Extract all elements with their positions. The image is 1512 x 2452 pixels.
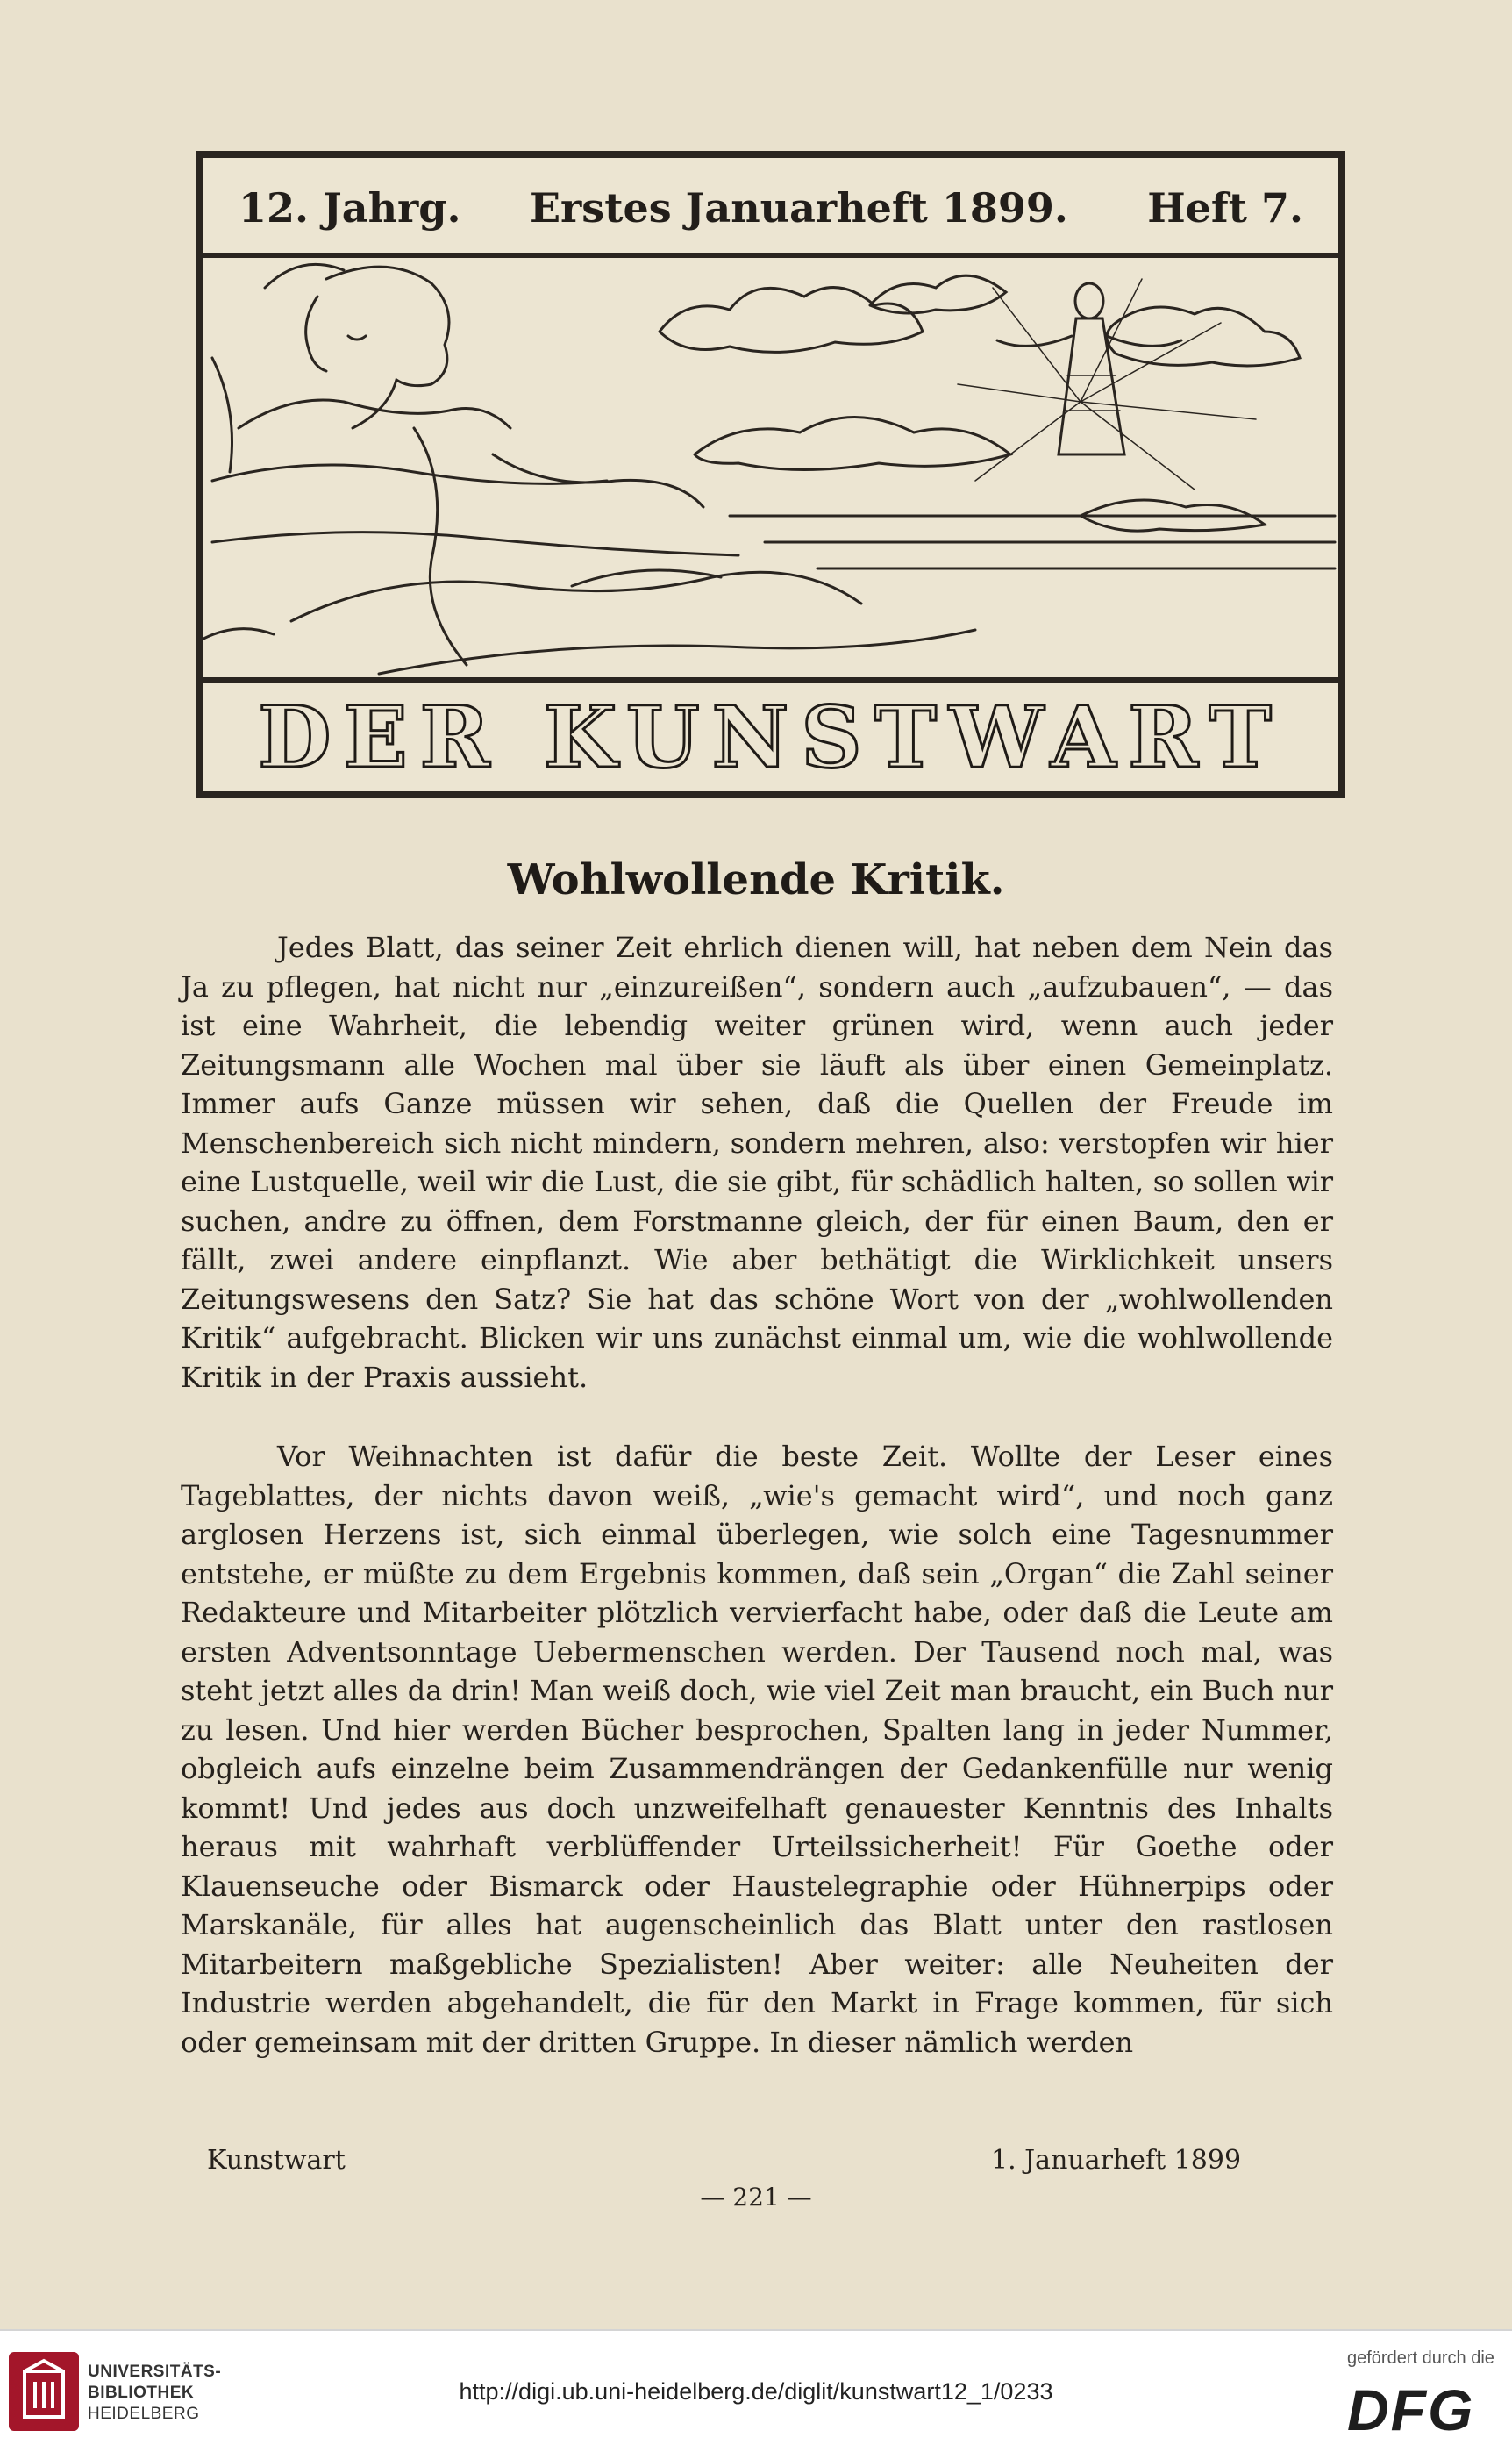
footer-issue: 1. Januarheft 1899 — [991, 2145, 1242, 2176]
institution-name-line: BIBLIOTHEK — [88, 2384, 195, 2402]
issue-number-label: Heft 7. — [1147, 184, 1303, 232]
article-paragraph: Jedes Blatt, das seiner Zeit ehrlich dienen will, hat neben dem Nein das Ja zu pflegen, hat nicht nur „einzureißen“, sondern auch „aufzubauen“, — das ist eine Wahrheit, die lebendig weiter grünen wird, wenn auch jeder Zeitungsmann alle Wochen mal über sie läuft als über einen Gemeinplatz. Immer aufs Ganze müssen wir sehen, daß die Quellen der Freude im Menschenbereich sich nicht mindern, sondern mehren, also: verstopfen wir hier eine Lustquelle, weil wir die Lust, die sie gibt, für schädlich halten, so sollen wir suchen, andre zu öffnen, dem Forstmanne gleich, der für einen Baum, den er fällt, zwei andere einpflanzt. Wie aber bethätigt die Wirklichkeit unsers Zeitungswesens den Satz? Sie hat das schöne Wort von der „wohlwollenden Kritik“ aufgebracht. Blicken wir uns zunächst einmal um, wie die wohlwollende Kritik in der Praxis aussieht. — [181, 931, 1333, 1394]
masthead-title: DER KUNSTWART — [258, 687, 1284, 787]
masthead-frame — [196, 151, 1345, 798]
masthead-info-row — [203, 158, 1338, 258]
issue-label: Erstes Januarheft 1899. — [530, 184, 1068, 232]
funding-note: gefördert durch die — [1347, 2348, 1494, 2368]
article-paragraph: Vor Weihnachten ist dafür die beste Zeit. Wollte der Leser eines Tageblattes, der nichts davon weiß, „wie's gemacht wird“, und noch ganz arglosen Herzens ist, sich einmal überlegen, wie solch eine Tagesnummer entstehe, er müßte zu dem Ergebnis kommen, daß sein „Organ“ die Zahl seiner Redakteure und Mitarbeiter plötzlich vervierfacht habe, oder daß die Leute am ersten Adventsonntage Uebermenschen werden. Der Tausend noch mal, was steht jetzt alles da drin! Man weiß doch, wie viel Zeit man braucht, ein Buch nur zu lesen. Und hier werden Bücher besprochen, Spalten lang in jeder Nummer, obgleich aufs einzelne beim Zusammendrängen der Gedankenfülle nur wenig kommt! Und jedes aus doch unzweifelhaft genauester Kenntnis des Inhalts heraus mit wahrhaft verblüffender Urteilssicherheit! Für Goethe oder Klauenseuche oder Bismarck oder Haustelegraphie oder Hühnerpips oder Marskanäle, für alles hat augenscheinlich das Blatt unter den rastlosen Mitarbeitern maßgebliche Spezialisten! Aber weiter: alle Neuheiten der Industrie werden abgehandelt, die für den Markt in Frage kommen, für sich oder gemeinsam mit der dritten Gruppe. In dieser nämlich werden — [181, 1440, 1333, 2059]
dfg-logo: DFG — [1347, 2377, 1475, 2442]
page-number: — 221 — — [700, 2183, 812, 2212]
masthead-illustration — [203, 253, 1338, 691]
source-url-link[interactable]: http://digi.ub.uni-heidelberg.de/diglit/kunstwart12_1/0233 — [459, 2378, 1053, 2405]
institution-name-line: UNIVERSITÄTS- — [88, 2363, 222, 2381]
digitization-footer-bar — [0, 2329, 1512, 2452]
footer-journal-name: Kunstwart — [207, 2145, 346, 2176]
institution-name-line: HEIDELBERG — [88, 2405, 200, 2423]
masthead-title-band — [203, 677, 1338, 791]
volume-label: 12. Jahrg. — [239, 184, 461, 232]
article-title: Wohlwollende Kritik. — [507, 855, 1005, 904]
